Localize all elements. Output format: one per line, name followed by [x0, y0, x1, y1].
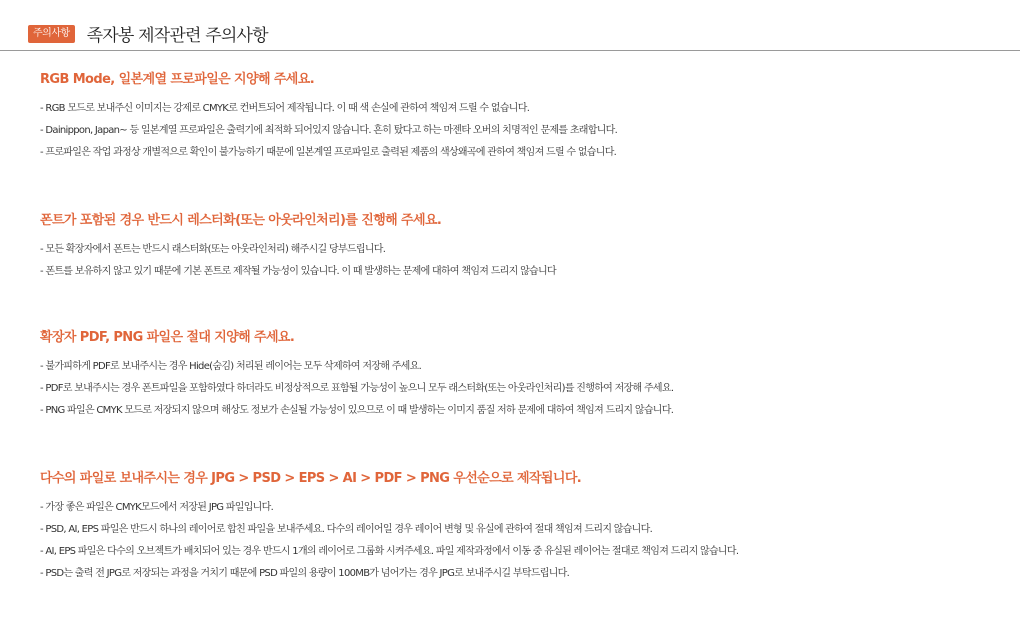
list-item: - Dainippon, Japan~ 등 일본계열 프로파일은 출력기에 최적화 되어있지 않습니다. 흔히 탔다고 하는 마젠타 오버의 치명적인 문제를 초래합니다. [40, 125, 618, 136]
item-list [40, 361, 1000, 416]
list-item: - 폰트를 보유하지 않고 있기 때문에 기본 폰트로 제작될 가능성이 있습니다. 이 때 발생하는 문제에 대하여 책임져 드리지 않습니다 [40, 266, 556, 277]
page-title: 족자봉 제작관련 주의사항 [86, 26, 268, 46]
item-list [40, 244, 1000, 277]
item-list [40, 103, 1000, 158]
section-title: RGB Mode, 일본계열 프로파일은 지양해 주세요. [40, 72, 315, 87]
section-title: 확장자 PDF, PNG 파일은 절대 지양해 주세요. [40, 330, 295, 345]
list-item: - 프로파일은 작업 과정상 개별적으로 확인이 불가능하기 때문에 일본계열 프로파일로 출력된 제품의 색상왜곡에 관하여 책임져 드릴 수 없습니다. [40, 147, 617, 158]
section-title: 폰트가 포함된 경우 반드시 레스터화(또는 아웃라인처리)를 진행해 주세요. [40, 213, 442, 228]
section-file-priority [40, 470, 1000, 590]
list-item: - PSD, AI, EPS 파일은 반드시 하나의 레이어로 합친 파일을 보내주세요. 다수의 레이어일 경우 레이어 변형 및 유실에 관하여 절대 책임져 드리지 않습니다. [40, 524, 653, 535]
list-item: - RGB 모드로 보내주신 이미지는 강제로 CMYK로 컨버트되어 제작됩니다. 이 때 색 손실에 관하여 책임져 드릴 수 없습니다. [40, 103, 530, 114]
section-font-raster [40, 212, 1000, 288]
list-item: - 모든 확장자에서 폰트는 반드시 래스터화(또는 아웃라인처리) 해주시길 당부드립니다. [40, 244, 386, 255]
list-item: - PDF로 보내주시는 경우 폰트파일을 포함하였다 하더라도 비정상적으로 표함될 가능성이 높으니 모두 래스터화(또는 아웃라인처리)를 진행하여 저장해 주세요. [40, 383, 674, 394]
section-title: 다수의 파일로 보내주시는 경우 JPG > PSD > EPS > AI > PDF > PNG 우선순으로 제작됩니다. [40, 471, 582, 486]
notice-badge: 주의사항 [28, 25, 75, 43]
list-item: - PSD는 출력 전 JPG로 저장되는 과정을 거치기 때문에 PSD 파일의 용량이 100MB가 넘어가는 경우 JPG로 보내주시길 부탁드립니다. [40, 568, 570, 579]
list-item: - 가장 좋은 파일은 CMYK모드에서 저장된 JPG 파일입니다. [40, 502, 274, 513]
header-divider [0, 50, 1020, 51]
section-rgb-mode [40, 71, 1000, 169]
item-list [40, 502, 1000, 579]
list-item: - AI, EPS 파일은 다수의 오브젝트가 배치되어 있는 경우 반드시 1개의 레이어로 그룹화 시켜주세요. 파일 제작과정에서 이동 중 유실된 레이어는 절대로 책임져 드리지 않습니다. [40, 546, 739, 557]
page-header [28, 21, 268, 46]
list-item: - 불가피하게 PDF로 보내주시는 경우 Hide(숨김) 처리된 레이어는 모두 삭제하여 저장해 주세요. [40, 361, 422, 372]
list-item: - PNG 파일은 CMYK 모드로 저장되지 않으며 해상도 정보가 손실될 가능성이 있으므로 이 때 발생하는 이미지 품질 저하 문제에 대하여 책임져 드리지 않습니다. [40, 405, 674, 416]
section-pdf-png [40, 329, 1000, 427]
